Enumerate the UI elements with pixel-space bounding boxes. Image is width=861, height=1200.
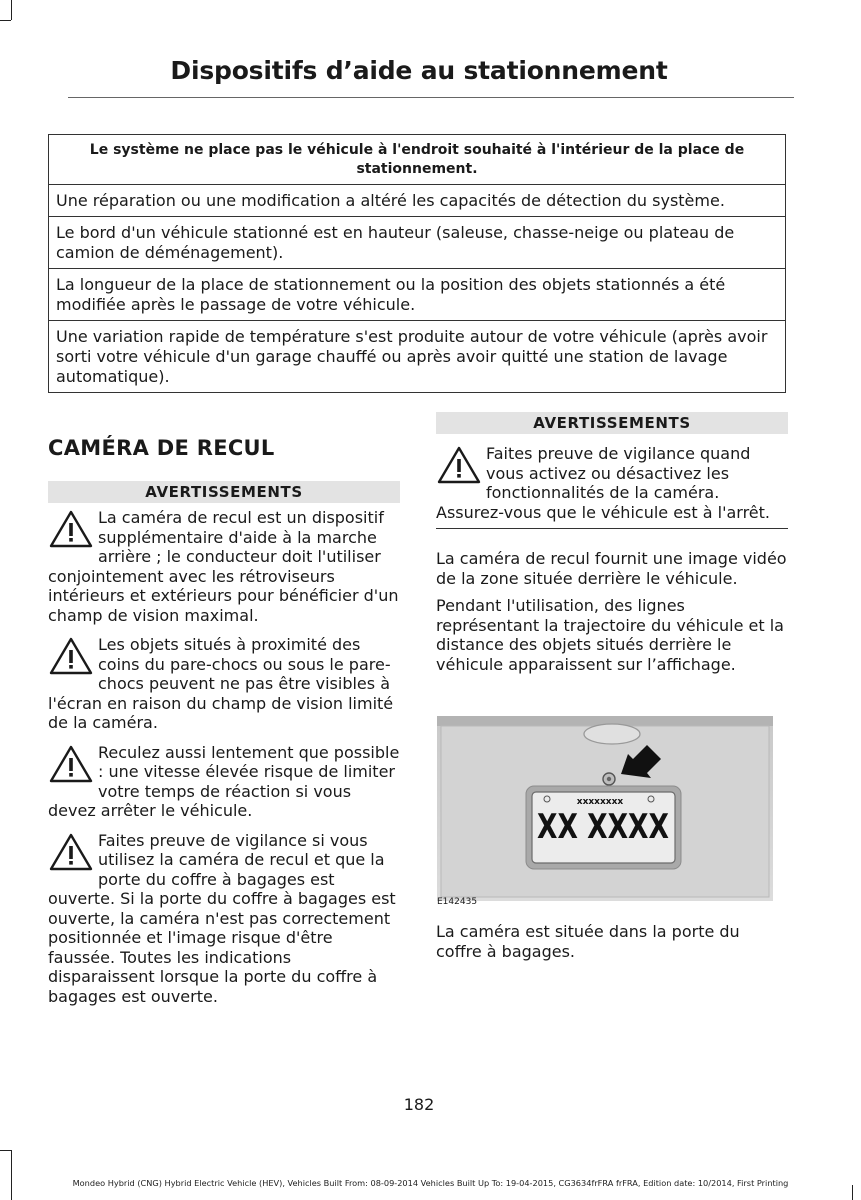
warning-triangle-icon (48, 743, 94, 785)
warning-triangle-icon (48, 635, 94, 677)
table-row: Le bord d'un véhicule stationné est en hauteur (saleuse, chasse-neige ou plateau de camion de déménagement). (49, 217, 786, 269)
left-column (48, 481, 400, 1006)
figure-code: E142435 (437, 897, 478, 907)
troubleshooting-table (48, 134, 786, 393)
warning-text: Faites preuve de vigilance quand vous activez ou désactivez les fonctionnalités de la caméra. Assurez-vous que le véhicule est à l'arrêt. (436, 444, 771, 522)
warning-block (48, 743, 400, 821)
footer-text: Mondeo Hybrid (CNG) Hybrid Electric Vehicle (HEV), Vehicles Built From: 08-09-2014 Vehicles Built Up To: 19-04-2015, CG3634frFRA frFRA, Edition date: 10/2014, First Printing (72, 1178, 789, 1188)
warning-block (48, 831, 400, 1007)
plate-main-text: XX XXXX (537, 807, 669, 847)
crop-mark (0, 1150, 11, 1151)
warning-block (48, 508, 400, 625)
body-paragraph: La caméra de recul fournit une image vidéo de la zone située derrière le véhicule. (436, 549, 787, 588)
page-number: 182 (403, 1095, 435, 1114)
figure-caption-block (436, 922, 766, 961)
table-row: Une réparation ou une modification a altéré les capacités de détection du système. (49, 185, 786, 217)
handle-recess (584, 724, 640, 744)
table-row: La longueur de la place de stationnement ou la position des objets stationnés a été modifiée après le passage de votre véhicule. (49, 269, 786, 321)
section-title: CAMÉRA DE RECUL (48, 436, 275, 460)
warning-text: Reculez aussi lentement que possible : une vitesse élevée risque de limiter votre temps de réaction si vous devez arrêter le véhicule. (48, 742, 400, 820)
warning-text: Les objets situés à proximité des coins du pare-chocs ou sous le pare-chocs peuvent ne pas être visibles à l'écran en raison du champ de vision limité de la caméra. (48, 635, 394, 732)
crop-mark (11, 1150, 12, 1200)
table-header: Le système ne place pas le véhicule à l'endroit souhaité à l'intérieur de la place de stationnement. (49, 135, 786, 185)
crop-mark (11, 0, 12, 20)
warning-triangle-icon (48, 508, 94, 550)
warnings-header: AVERTISSEMENTS (48, 481, 400, 503)
warning-triangle-icon (48, 831, 94, 873)
warning-triangle-icon (436, 444, 482, 486)
crop-mark (0, 20, 11, 21)
figure-caption: La caméra est située dans la porte du coffre à bagages. (436, 922, 740, 961)
warning-text: La caméra de recul est un dispositif supplémentaire d'aide à la marche arrière ; le conducteur doit l'utiliser conjointement avec les rétroviseurs intérieurs et extérieurs pour bénéficier d'un champ de vision maximal. (48, 508, 399, 625)
plate-top-text: xxxxxxxx (576, 797, 624, 807)
warning-text: Faites preuve de vigilance si vous utilisez la caméra de recul et que la porte du coffre à bagages est ouverte. Si la porte du coffre à bagages est ouverte, la caméra n'est pas correctement positionnée et l'image risque d'être faussée. Toutes les indications disparaissent lorsque la porte du coffre à bagages est ouverte. (48, 830, 396, 1006)
warning-block (48, 635, 400, 733)
header-divider (68, 97, 794, 98)
warnings-header: AVERTISSEMENTS (436, 412, 788, 434)
right-column (436, 412, 788, 674)
camera-location-figure (437, 716, 773, 901)
table-row: Une variation rapide de température s'est produite autour de votre véhicule (après avoir sorti votre véhicule d'un garage chauffé ou après avoir quitté une station de lavage automatique). (49, 321, 786, 393)
warning-block (436, 444, 788, 529)
page-title: Dispositifs d’aide au stationnement (170, 56, 668, 85)
body-paragraph: Pendant l'utilisation, des lignes représentant la trajectoire du véhicule et la distance des objets situés derrière le véhicule apparaissent sur l’affichage. (436, 596, 784, 674)
